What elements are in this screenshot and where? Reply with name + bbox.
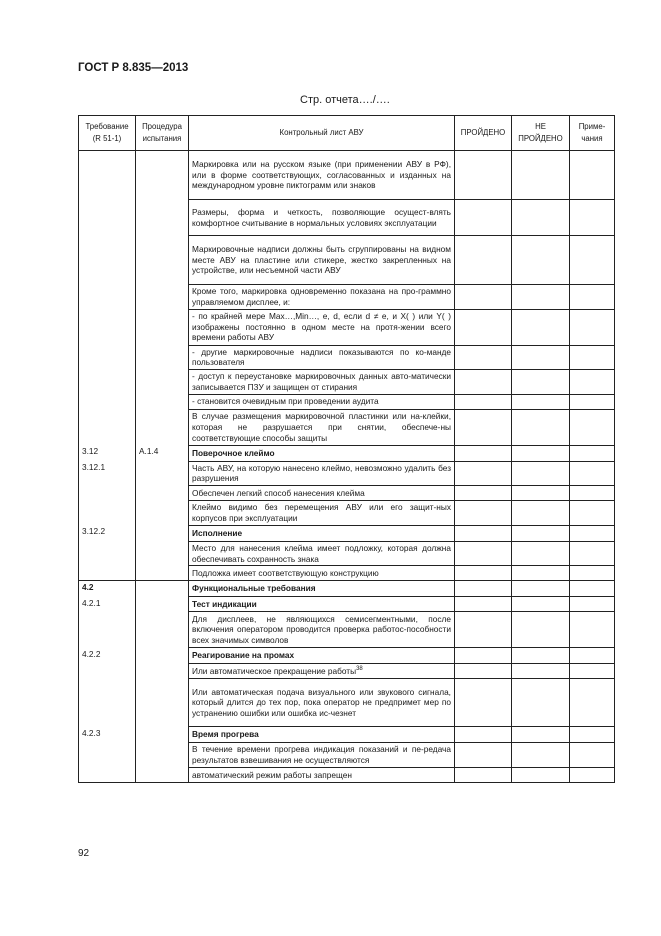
table-row bbox=[79, 541, 615, 566]
checklist-item-cell bbox=[189, 743, 455, 768]
procedure-cell bbox=[136, 581, 189, 597]
requirement-cell bbox=[79, 501, 136, 526]
not-passed-cell bbox=[512, 664, 570, 679]
checklist-item-cell bbox=[189, 566, 455, 581]
procedure-cell bbox=[136, 461, 189, 486]
checklist-item-text: Для дисплеев, не являющихся семисегментными, после включения оператором проводится проверка работос-пособности всех значимых символов bbox=[192, 613, 451, 646]
passed-cell bbox=[455, 409, 512, 445]
notes-cell bbox=[570, 525, 615, 541]
requirement-cell: 4.2 bbox=[79, 581, 136, 597]
notes-cell bbox=[570, 461, 615, 486]
table-row bbox=[79, 345, 615, 370]
passed-cell bbox=[455, 200, 512, 236]
report-page-counter: Стр. отчета…./…. bbox=[300, 94, 390, 106]
checklist-item-cell bbox=[189, 445, 455, 461]
checklist-item-cell bbox=[189, 370, 455, 395]
table-row bbox=[79, 309, 615, 345]
requirement-cell: 4.2.1 bbox=[79, 597, 136, 612]
passed-cell bbox=[455, 525, 512, 541]
checklist-item-cell bbox=[189, 486, 455, 501]
table-row bbox=[79, 648, 615, 664]
procedure-cell: A.1.4 bbox=[136, 445, 189, 461]
not-passed-cell bbox=[512, 597, 570, 612]
not-passed-cell bbox=[512, 566, 570, 581]
table-row bbox=[79, 394, 615, 409]
requirement-cell bbox=[79, 612, 136, 648]
page-number: 92 bbox=[78, 848, 90, 859]
requirement-cell bbox=[79, 345, 136, 370]
table-row bbox=[79, 285, 615, 310]
notes-cell bbox=[570, 767, 615, 782]
checklist-item-text: Исполнение bbox=[192, 527, 243, 538]
checklist-item-text: Часть АВУ, на которую нанесено клеймо, невозможно удалить без разрушения bbox=[192, 462, 451, 484]
notes-cell bbox=[570, 501, 615, 526]
table-row bbox=[79, 236, 615, 285]
checklist-item-cell bbox=[189, 581, 455, 597]
requirement-cell: 4.2.2 bbox=[79, 648, 136, 664]
notes-cell bbox=[570, 309, 615, 345]
checklist-item-text: Маркировочные надписи должны быть сгруппированы на видном месте АВУ на пластине или стикере, жестко закрепленных на устройстве, или несъемной части АВУ bbox=[192, 243, 451, 276]
notes-cell bbox=[570, 727, 615, 743]
table-row bbox=[79, 727, 615, 743]
not-passed-cell bbox=[512, 648, 570, 664]
passed-cell bbox=[455, 370, 512, 395]
not-passed-cell bbox=[512, 767, 570, 782]
passed-cell bbox=[455, 648, 512, 664]
passed-cell bbox=[455, 445, 512, 461]
passed-cell bbox=[455, 151, 512, 200]
checklist-table bbox=[78, 115, 615, 783]
checklist-item-text: Подложка имеет соответствующую конструкцию bbox=[192, 567, 379, 578]
table-row bbox=[79, 370, 615, 395]
notes-cell bbox=[570, 581, 615, 597]
notes-cell bbox=[570, 486, 615, 501]
notes-cell bbox=[570, 679, 615, 727]
checklist-item-text: В течение времени прогрева индикация показаний и пе-редача результатов взвешивания не осуществляются bbox=[192, 744, 451, 766]
checklist-item-text: - становится очевидным при проведении аудита bbox=[192, 396, 379, 407]
notes-cell bbox=[570, 200, 615, 236]
procedure-cell bbox=[136, 679, 189, 727]
passed-cell bbox=[455, 486, 512, 501]
checklist-item-text: автоматический режим работы запрещен bbox=[192, 769, 352, 780]
notes-cell bbox=[570, 236, 615, 285]
procedure-cell bbox=[136, 394, 189, 409]
requirement-cell: 3.12.2 bbox=[79, 525, 136, 541]
not-passed-cell bbox=[512, 409, 570, 445]
not-passed-cell bbox=[512, 743, 570, 768]
not-passed-cell bbox=[512, 501, 570, 526]
procedure-cell bbox=[136, 566, 189, 581]
checklist-item-text: Тест индикации bbox=[192, 598, 257, 609]
passed-cell bbox=[455, 743, 512, 768]
checklist-item-cell bbox=[189, 727, 455, 743]
checklist-item-text: - по крайней мере Max…,Min…, e, d, если d ≠ e, и X( ) или Y( ) изображены постоянно в одном месте на протя-жении всего времени работы АВУ bbox=[192, 310, 451, 343]
checklist-item-cell bbox=[189, 501, 455, 526]
table-row bbox=[79, 767, 615, 782]
checklist-item-cell bbox=[189, 664, 455, 679]
not-passed-cell bbox=[512, 345, 570, 370]
procedure-cell bbox=[136, 541, 189, 566]
requirement-cell: 4.2.3 bbox=[79, 727, 136, 743]
column-header-not-passed: НЕ ПРОЙДЕНО bbox=[512, 116, 570, 151]
checklist-item-cell bbox=[189, 285, 455, 310]
table-row bbox=[79, 525, 615, 541]
requirement-cell bbox=[79, 767, 136, 782]
not-passed-cell bbox=[512, 541, 570, 566]
column-header-passed: ПРОЙДЕНО bbox=[455, 116, 512, 151]
not-passed-cell bbox=[512, 370, 570, 395]
table-row bbox=[79, 664, 615, 679]
checklist-item-text: Место для нанесения клейма имеет подложку, которая должна обеспечивать сохранность знака bbox=[192, 542, 451, 564]
passed-cell bbox=[455, 541, 512, 566]
requirement-cell bbox=[79, 486, 136, 501]
passed-cell bbox=[455, 664, 512, 679]
passed-cell bbox=[455, 566, 512, 581]
checklist-item-cell bbox=[189, 200, 455, 236]
requirement-cell bbox=[79, 309, 136, 345]
not-passed-cell bbox=[512, 200, 570, 236]
notes-cell bbox=[570, 285, 615, 310]
notes-cell bbox=[570, 345, 615, 370]
requirement-cell: 3.12 bbox=[79, 445, 136, 461]
not-passed-cell bbox=[512, 486, 570, 501]
procedure-cell bbox=[136, 767, 189, 782]
checklist-item-text: Поверочное клеймо bbox=[192, 447, 275, 458]
table-row bbox=[79, 200, 615, 236]
passed-cell bbox=[455, 767, 512, 782]
passed-cell bbox=[455, 285, 512, 310]
checklist-item-cell bbox=[189, 394, 455, 409]
checklist-item-text: В случае размещения маркировочной пластинки или на-клейки, которая не разрушается при снятии, обеспече-ны соответствующие способы защиты bbox=[192, 411, 451, 443]
notes-cell bbox=[570, 648, 615, 664]
passed-cell bbox=[455, 501, 512, 526]
not-passed-cell bbox=[512, 461, 570, 486]
requirement-cell bbox=[79, 151, 136, 200]
checklist-item-cell bbox=[189, 648, 455, 664]
requirement-cell bbox=[79, 566, 136, 581]
table-row bbox=[79, 409, 615, 445]
procedure-cell bbox=[136, 525, 189, 541]
passed-cell bbox=[455, 345, 512, 370]
notes-cell bbox=[570, 597, 615, 612]
checklist-item-cell bbox=[189, 309, 455, 345]
procedure-cell bbox=[136, 501, 189, 526]
checklist-item-cell bbox=[189, 345, 455, 370]
checklist-item-cell bbox=[189, 525, 455, 541]
column-header-notes: Приме- чания bbox=[570, 116, 615, 151]
checklist-item-text: Клеймо видимо без перемещения АВУ или его защит-ных корпусов при эксплуатации bbox=[192, 502, 451, 524]
requirement-cell bbox=[79, 236, 136, 285]
requirement-cell bbox=[79, 370, 136, 395]
not-passed-cell bbox=[512, 309, 570, 345]
not-passed-cell bbox=[512, 394, 570, 409]
procedure-cell bbox=[136, 151, 189, 200]
checklist-item-text: Обеспечен легкий способ нанесения клейма bbox=[192, 487, 365, 498]
not-passed-cell bbox=[512, 236, 570, 285]
table-row bbox=[79, 597, 615, 612]
table-row bbox=[79, 445, 615, 461]
procedure-cell bbox=[136, 727, 189, 743]
notes-cell bbox=[570, 743, 615, 768]
passed-cell bbox=[455, 679, 512, 727]
notes-cell bbox=[570, 612, 615, 648]
checklist-item-text: Или автоматическая подача визуального или звукового сигнала, который длится до тех пор, пока оператор не предпримет мер по устранению ошибки или ошибка ис-чезнет bbox=[192, 686, 451, 719]
checklist-item-cell bbox=[189, 541, 455, 566]
passed-cell bbox=[455, 727, 512, 743]
checklist-item-cell bbox=[189, 679, 455, 727]
table-row bbox=[79, 566, 615, 581]
passed-cell bbox=[455, 309, 512, 345]
passed-cell bbox=[455, 612, 512, 648]
not-passed-cell bbox=[512, 445, 570, 461]
checklist-item-cell bbox=[189, 151, 455, 200]
not-passed-cell bbox=[512, 581, 570, 597]
table-header-row bbox=[79, 116, 615, 151]
passed-cell bbox=[455, 581, 512, 597]
procedure-cell bbox=[136, 664, 189, 679]
checklist-item-text: - другие маркировочные надписи показываются по ко-манде пользователя bbox=[192, 346, 451, 368]
not-passed-cell bbox=[512, 285, 570, 310]
not-passed-cell bbox=[512, 679, 570, 727]
notes-cell bbox=[570, 394, 615, 409]
checklist-item-text: Реагирование на промах bbox=[192, 650, 295, 661]
passed-cell bbox=[455, 597, 512, 612]
checklist-item-text: Функциональные требования bbox=[192, 583, 316, 594]
column-header-checklist: Контрольный лист АВУ bbox=[189, 116, 455, 151]
table-row bbox=[79, 501, 615, 526]
table-row bbox=[79, 743, 615, 768]
checklist-item-text: - доступ к переустановке маркировочных данных авто-матически записывается ПЗУ и защищен от стирания bbox=[192, 371, 451, 392]
procedure-cell bbox=[136, 612, 189, 648]
checklist-item-cell bbox=[189, 409, 455, 445]
checklist-item-text: Или автоматическое прекращение работы bbox=[192, 665, 357, 676]
column-header-procedure: Процедура испытания bbox=[136, 116, 189, 151]
checklist-item-cell bbox=[189, 236, 455, 285]
notes-cell bbox=[570, 409, 615, 445]
requirement-cell bbox=[79, 743, 136, 768]
footnote-marker: 38 bbox=[356, 666, 363, 673]
notes-cell bbox=[570, 664, 615, 679]
checklist-item-text: Маркировка или на русском языке (при применении АВУ в РФ), или в форме соответствующих, согласованных и изданных на международном уровне пиктограмм или знаков bbox=[192, 158, 451, 191]
not-passed-cell bbox=[512, 612, 570, 648]
procedure-cell bbox=[136, 370, 189, 395]
passed-cell bbox=[455, 394, 512, 409]
procedure-cell bbox=[136, 200, 189, 236]
not-passed-cell bbox=[512, 727, 570, 743]
procedure-cell bbox=[136, 409, 189, 445]
requirement-cell bbox=[79, 200, 136, 236]
notes-cell bbox=[570, 566, 615, 581]
checklist-item-cell bbox=[189, 612, 455, 648]
passed-cell bbox=[455, 236, 512, 285]
table-row bbox=[79, 581, 615, 597]
column-header-requirement: Требование (R 51-1) bbox=[79, 116, 136, 151]
checklist-item-text: Размеры, форма и четкость, позволяющие осущест-влять комфортное считывание в нормальных условиях эксплуатации bbox=[192, 206, 451, 228]
requirement-cell bbox=[79, 409, 136, 445]
requirement-cell bbox=[79, 679, 136, 727]
procedure-cell bbox=[136, 597, 189, 612]
notes-cell bbox=[570, 370, 615, 395]
passed-cell bbox=[455, 461, 512, 486]
notes-cell bbox=[570, 151, 615, 200]
not-passed-cell bbox=[512, 525, 570, 541]
checklist-item-text: Кроме того, маркировка одновременно показана на про-граммно управляемом дисплее, и: bbox=[192, 286, 451, 307]
procedure-cell bbox=[136, 285, 189, 310]
table-row bbox=[79, 679, 615, 727]
requirement-cell bbox=[79, 285, 136, 310]
table-row bbox=[79, 612, 615, 648]
notes-cell bbox=[570, 445, 615, 461]
checklist-item-cell bbox=[189, 597, 455, 612]
checklist-item-cell bbox=[189, 767, 455, 782]
requirement-cell bbox=[79, 664, 136, 679]
checklist-item-cell bbox=[189, 461, 455, 486]
table-row bbox=[79, 486, 615, 501]
document-title: ГОСТ Р 8.835—2013 bbox=[78, 62, 189, 74]
procedure-cell bbox=[136, 743, 189, 768]
procedure-cell bbox=[136, 236, 189, 285]
procedure-cell bbox=[136, 309, 189, 345]
table-row bbox=[79, 151, 615, 200]
procedure-cell bbox=[136, 345, 189, 370]
procedure-cell bbox=[136, 648, 189, 664]
table-row bbox=[79, 461, 615, 486]
checklist-item-text: Время прогрева bbox=[192, 729, 259, 740]
notes-cell bbox=[570, 541, 615, 566]
requirement-cell bbox=[79, 541, 136, 566]
requirement-cell: 3.12.1 bbox=[79, 461, 136, 486]
procedure-cell bbox=[136, 486, 189, 501]
not-passed-cell bbox=[512, 151, 570, 200]
requirement-cell bbox=[79, 394, 136, 409]
